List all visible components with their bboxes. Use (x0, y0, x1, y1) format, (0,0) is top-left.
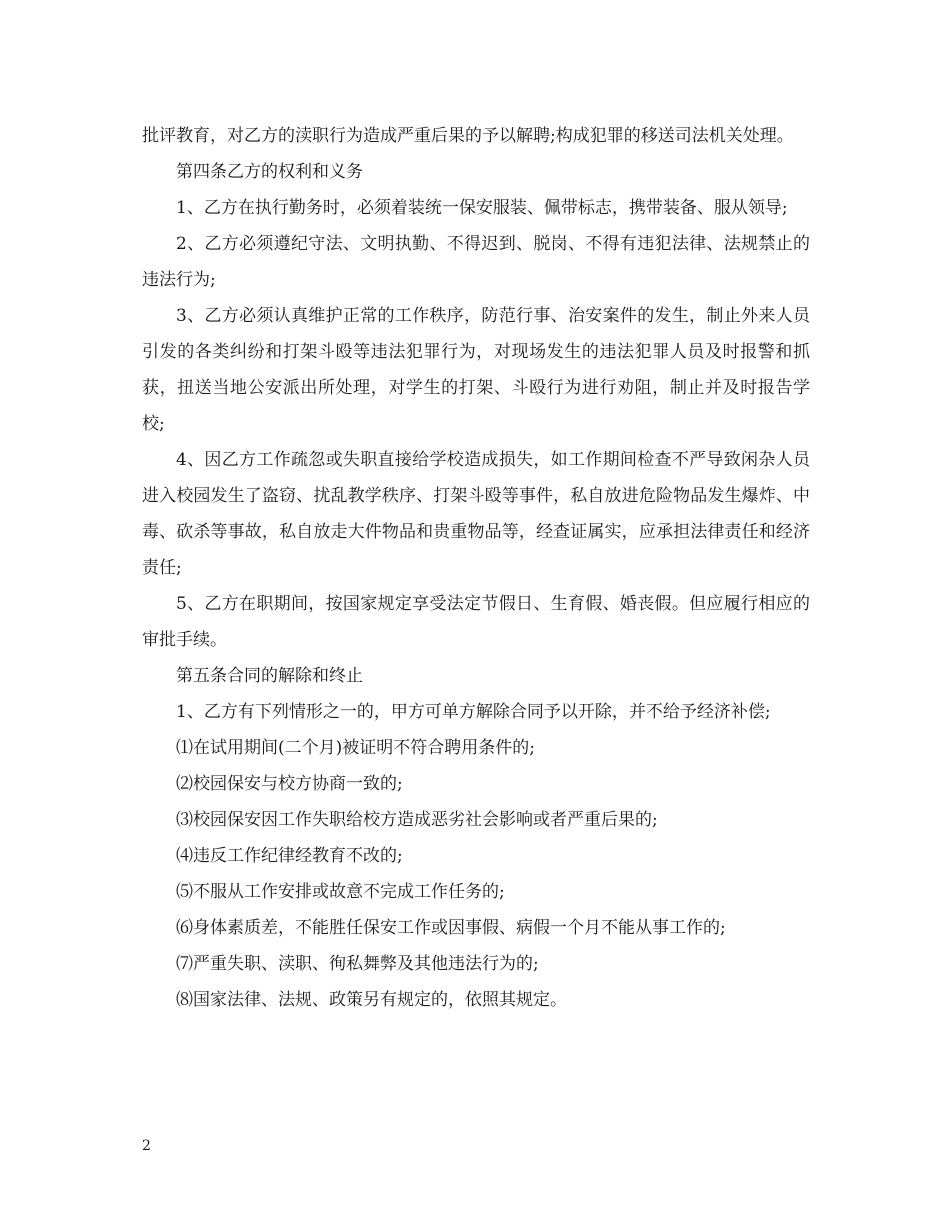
list-item: ⑶校园保安因工作失职给校方造成恶劣社会影响或者严重后果的; (176, 810, 658, 830)
section-heading-article-4: 第四条乙方的权利和义务 (176, 162, 363, 182)
paragraph: 3、乙方必须认真维护正常的工作秩序，防范行事、治安案件的发生，制止外来人员引发的各类纠纷和打架斗殴等违法犯罪行为，对现场发生的违法犯罪人员及时报警和抓获，扭送当地公安派出所处理，对学生的打架、斗殴行为进行劝阻，制止并及时报告学校; (142, 306, 810, 434)
paragraph: 1、乙方有下列情形之一的，甲方可单方解除合同予以开除，并不给予经济补偿; (176, 702, 771, 722)
list-item: ⑸不服从工作安排或故意不完成工作任务的; (176, 882, 505, 902)
paragraph: 4、因乙方工作疏忽或失职直接给学校造成损失，如工作期间检查不严导致闲杂人员进入校园发生了盗窃、扰乱教学秩序、打架斗殴等事件，私自放进危险物品发生爆炸、中毒、砍杀等事故，私自放走大件物品和贵重物品等，经查证属实，应承担法律责任和经济责任; (142, 450, 810, 578)
list-item: ⑹身体素质差，不能胜任保安工作或因事假、病假一个月不能从事工作的; (176, 918, 726, 938)
section-heading-article-5: 第五条合同的解除和终止 (176, 666, 363, 686)
list-item: ⑷违反工作纪律经教育不改的; (176, 846, 403, 866)
paragraph: 批评教育，对乙方的渎职行为造成严重后果的予以解聘;构成犯罪的移送司法机关处理。 (142, 126, 794, 146)
paragraph: 5、乙方在职期间，按国家规定享受法定节假日、生育假、婚丧假。但应履行相应的审批手续。 (142, 594, 810, 650)
list-item: ⑵校园保安与校方协商一致的; (176, 774, 403, 794)
list-item: ⑴在试用期间(二个月)被证明不符合聘用条件的; (176, 738, 535, 758)
paragraph: 1、乙方在执行勤务时，必须着装统一保安服装、佩带标志，携带装备、服从领导; (176, 198, 788, 218)
list-item: ⑺严重失职、渎职、徇私舞弊及其他违法行为的; (176, 954, 539, 974)
list-item: ⑻国家法律、法规、政策另有规定的，依照其规定。 (176, 990, 567, 1010)
paragraph: 2、乙方必须遵纪守法、文明执勤、不得迟到、脱岗、不得有违犯法律、法规禁止的违法行为; (142, 234, 810, 290)
document-body (142, 118, 810, 1018)
page-number: 2 (142, 1138, 151, 1154)
